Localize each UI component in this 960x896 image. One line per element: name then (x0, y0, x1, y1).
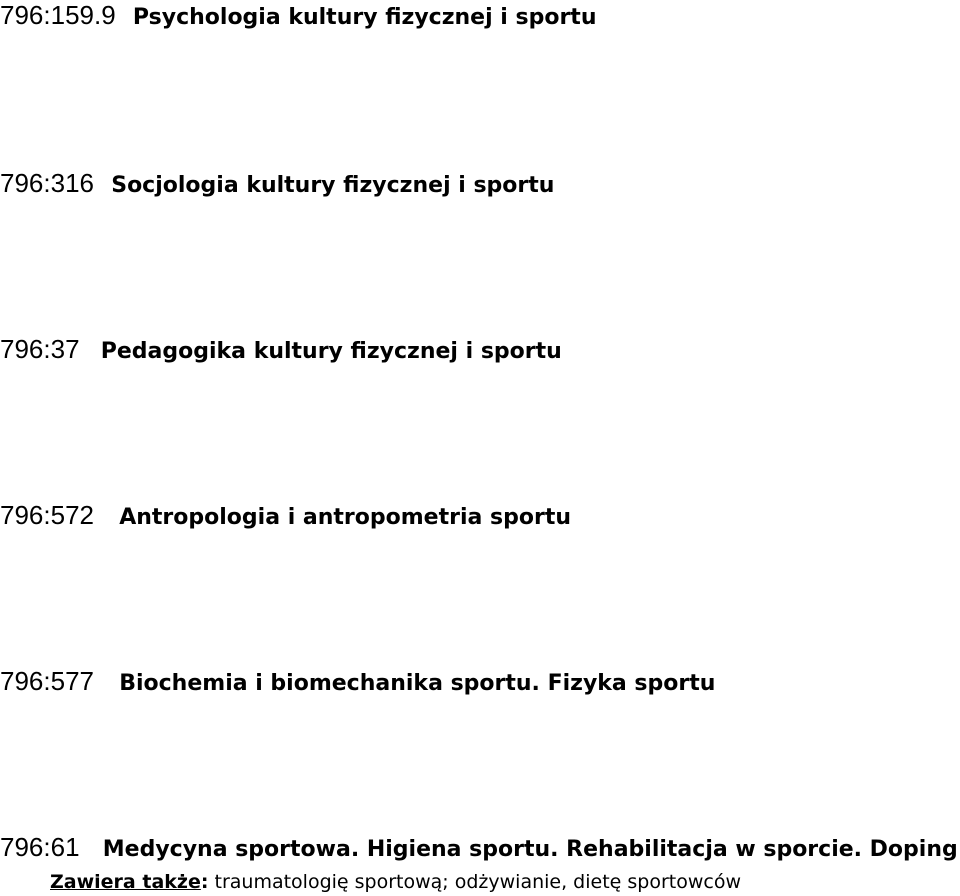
classification-entry (0, 168, 554, 199)
classification-label: Pedagogika kultury fizycznej i sportu (100, 339, 562, 364)
classification-code: 796:316 (0, 168, 94, 198)
scope-note (50, 870, 741, 894)
classification-entry (0, 832, 958, 863)
classification-code: 796:159.9 (0, 0, 116, 30)
classification-label: Antropologia i antropometria sportu (119, 505, 571, 530)
classification-code: 796:61 (0, 832, 80, 862)
classification-code: 796:577 (0, 666, 94, 696)
classification-label: Biochemia i biomechanika sportu. Fizyka sportu (119, 671, 716, 696)
classification-label: Medycyna sportowa. Higiena sportu. Rehabilitacja w sporcie. Doping (102, 837, 958, 862)
scope-note-label: Zawiera także (50, 871, 201, 893)
classification-entry (0, 0, 596, 31)
classification-entry (0, 500, 571, 531)
scope-note-text: traumatologię sportową; odżywianie, dietę sportowców (208, 871, 742, 893)
classification-code: 796:572 (0, 500, 94, 530)
classification-code: 796:37 (0, 334, 80, 364)
classification-entry (0, 666, 715, 697)
classification-label: Socjologia kultury fizycznej i sportu (111, 173, 555, 198)
scope-note-separator: : (200, 871, 209, 893)
classification-entry (0, 334, 562, 365)
classification-label: Psychologia kultury fizycznej i sportu (132, 5, 597, 30)
